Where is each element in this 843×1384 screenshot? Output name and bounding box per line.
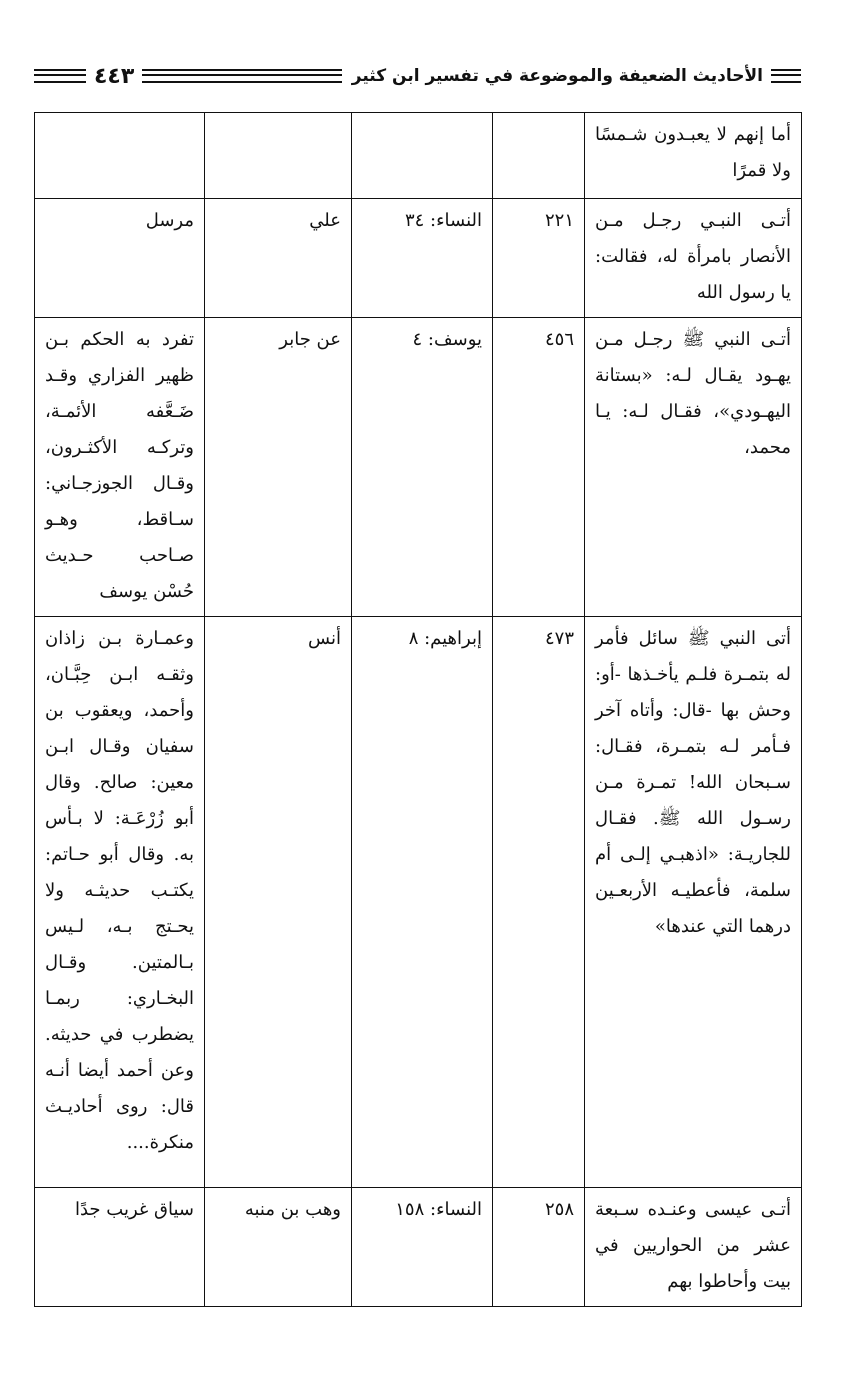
number-cell bbox=[493, 113, 585, 199]
table-row bbox=[35, 617, 802, 1188]
narrator-cell: وهب بن منبه bbox=[205, 1188, 352, 1307]
comment-cell: مرسل bbox=[35, 199, 205, 318]
quran-reference-cell: يوسف: ٤ bbox=[352, 318, 493, 617]
page-header bbox=[34, 62, 801, 90]
number-cell: ٤٥٦ bbox=[493, 318, 585, 617]
table-row bbox=[35, 318, 802, 617]
quran-reference-cell: النساء: ١٥٨ bbox=[352, 1188, 493, 1307]
hadith-text-cell: أتى النبي ﷺ سائل فأمر له بتمـرة فلـم يأخـذها -أو: وحش بها -قال: وأتاه آخر فـأمر لـه بتمـرة، فقـال: سـبحان الله! تمـرة مـن رسـول الله ﷺ. فقـال للجاريـة: «اذهبـي إلـى أم سلمة، فأعطيـه الأربعـين درهما التي عندها» bbox=[585, 617, 802, 1188]
narrator-cell bbox=[205, 113, 352, 199]
hadith-text-cell: أتـى عيسى وعنـده سـبعة عشر من الحواريين في بيت وأحاطوا بهم bbox=[585, 1188, 802, 1307]
running-title: الأحاديث الضعيفة والموضوعة في تفسير ابن كثير bbox=[351, 66, 763, 86]
hadith-text-cell: أتـى النبـي رجـل مـن الأنصار بامرأة له، فقالت: يا رسول الله bbox=[585, 199, 802, 318]
table-row bbox=[35, 199, 802, 318]
narrator-cell: علي bbox=[205, 199, 352, 318]
header-rule-right bbox=[771, 69, 801, 83]
table-row bbox=[35, 113, 802, 199]
header-rule-left bbox=[34, 69, 86, 83]
hadith-table bbox=[34, 112, 802, 1307]
number-cell: ٢٥٨ bbox=[493, 1188, 585, 1307]
narrator-cell: عن جابر bbox=[205, 318, 352, 617]
comment-cell bbox=[35, 113, 205, 199]
quran-reference-cell bbox=[352, 113, 493, 199]
table-row bbox=[35, 1188, 802, 1307]
hadith-text-cell: أما إنهم لا يعبـدون شـمسًا ولا قمرًا bbox=[585, 113, 802, 199]
header-rule-middle bbox=[142, 69, 341, 83]
comment-cell: تفرد به الحكم بـن ظهير الفزاري وقـد ضَـعَّفه الأئمـة، وتركـه الأكثـرون، وقـال الجوزجـاني: سـاقط، وهـو صـاحب حـديث حُسْن يوسف bbox=[35, 318, 205, 617]
number-cell: ٤٧٣ bbox=[493, 617, 585, 1188]
hadith-text-cell: أتـى النبي ﷺ رجـل مـن يهـود يقـال لـه: «بستانة اليهـودي»، فقـال لـه: يـا محمد، bbox=[585, 318, 802, 617]
quran-reference-cell: النساء: ٣٤ bbox=[352, 199, 493, 318]
page-number: ٤٤٣ bbox=[94, 63, 135, 89]
comment-cell: سياق غريب جدًا bbox=[35, 1188, 205, 1307]
quran-reference-cell: إبراهيم: ٨ bbox=[352, 617, 493, 1188]
comment-cell: وعمـارة بـن زاذان وثقـه ابـن حِبَّـان، وأحمد، ويعقوب بن سفيان وقـال ابـن معين: صالح. وقال أبو زُرْعَـة: لا بـأس به. وقال أبو حـاتم: يكتـب حديثـه ولا يحـتج بـه، لـيس بـالمتين. وقـال البخـاري: ربمـا يضطرب في حديثه. وعن أحمد أيضا أنـه قال: روى أحاديـث منكرة.... bbox=[35, 617, 205, 1188]
number-cell: ٢٢١ bbox=[493, 199, 585, 318]
narrator-cell: أنس bbox=[205, 617, 352, 1188]
